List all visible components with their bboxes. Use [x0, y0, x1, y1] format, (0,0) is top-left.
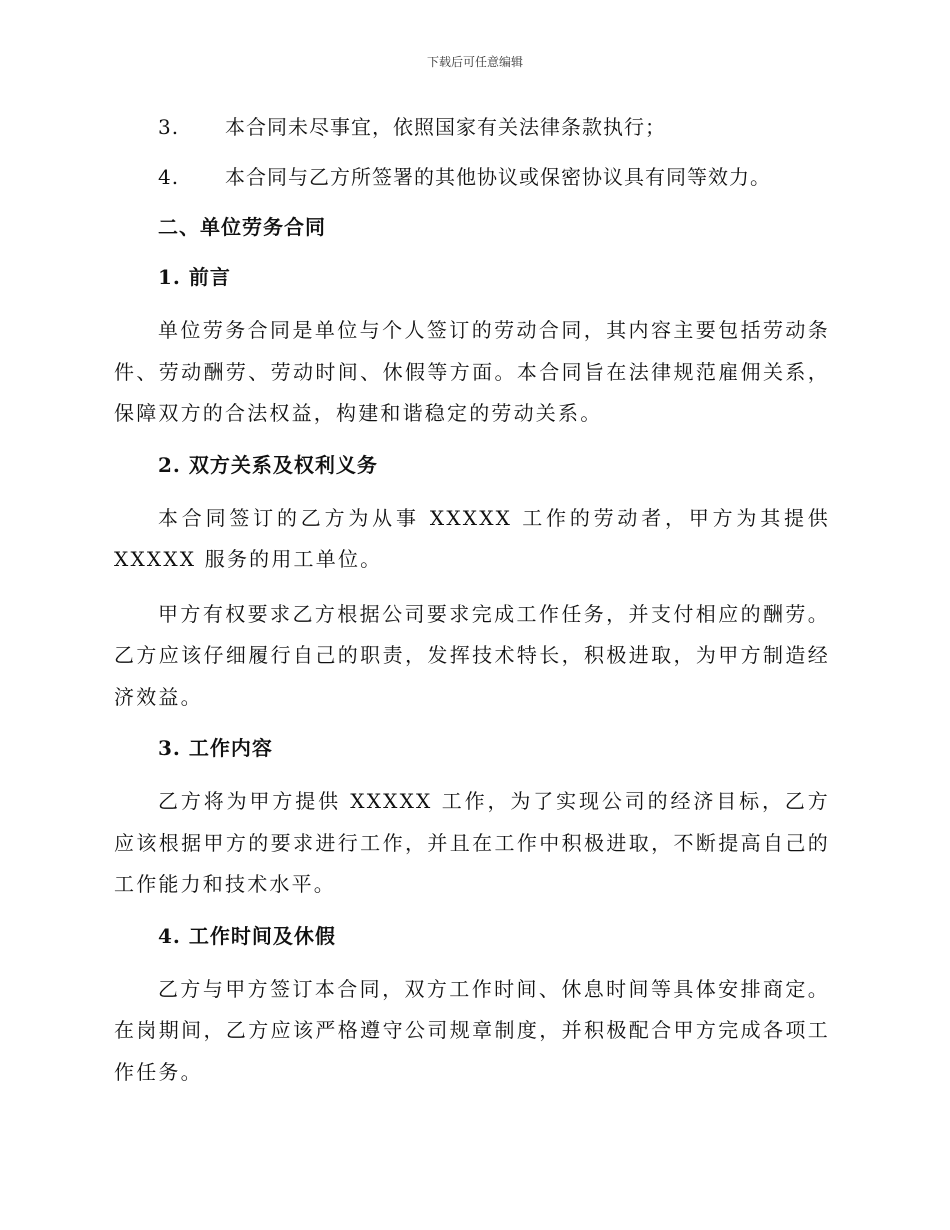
paragraph-work-time: 乙方与甲方签订本合同，双方工作时间、休息时间等具体安排商定。在岗期间，乙方应该严格遵守公司规章制度，并积极配合甲方完成各项工作任务。 — [114, 976, 830, 1084]
paragraph-relationship-2: 甲方有权要求乙方根据公司要求完成工作任务，并支付相应的酬劳。乙方应该仔细履行自己的职责，发挥技术特长，积极进取，为甲方制造经济效益。 — [114, 601, 830, 709]
section-heading: 二、单位劳务合同 — [158, 215, 326, 239]
list-item-number: 3. — [158, 115, 180, 139]
paragraph-preface: 单位劳务合同是单位与个人签订的劳动合同，其内容主要包括劳动条件、劳动酬劳、劳动时间、休假等方面。本合同旨在法律规范雇佣关系，保障双方的合法权益，构建和谐稳定的劳动关系。 — [114, 318, 830, 425]
paragraph-relationship-1: 本合同签订的乙方为从事 XXXXX 工作的劳动者，甲方为其提供XXXXX 服务的用工单位。 — [114, 505, 830, 571]
page-header: 下载后可任意编辑 — [426, 55, 523, 69]
list-item — [114, 160, 830, 194]
subsection-heading-preface: 1. 前言 — [158, 265, 231, 289]
list-item-number: 4. — [158, 165, 180, 189]
list-item-text: 本合同未尽事宜，依照国家有关法律条款执行； — [225, 115, 666, 139]
list-item-text: 本合同与乙方所签署的其他协议或保密协议具有同等效力。 — [225, 165, 771, 189]
subsection-heading-work-time: 4. 工作时间及休假 — [158, 923, 336, 948]
subsection-heading-relationship: 2. 双方关系及权利义务 — [158, 452, 378, 477]
document-body — [114, 110, 830, 1106]
subsection-heading-work-content: 3. 工作内容 — [158, 736, 273, 760]
list-item — [114, 110, 830, 144]
paragraph-work-content: 乙方将为甲方提供 XXXXX 工作，为了实现公司的经济目标，乙方应该根据甲方的要求进行工作，并且在工作中积极进取，不断提高自己的工作能力和技术水平。 — [114, 789, 830, 896]
